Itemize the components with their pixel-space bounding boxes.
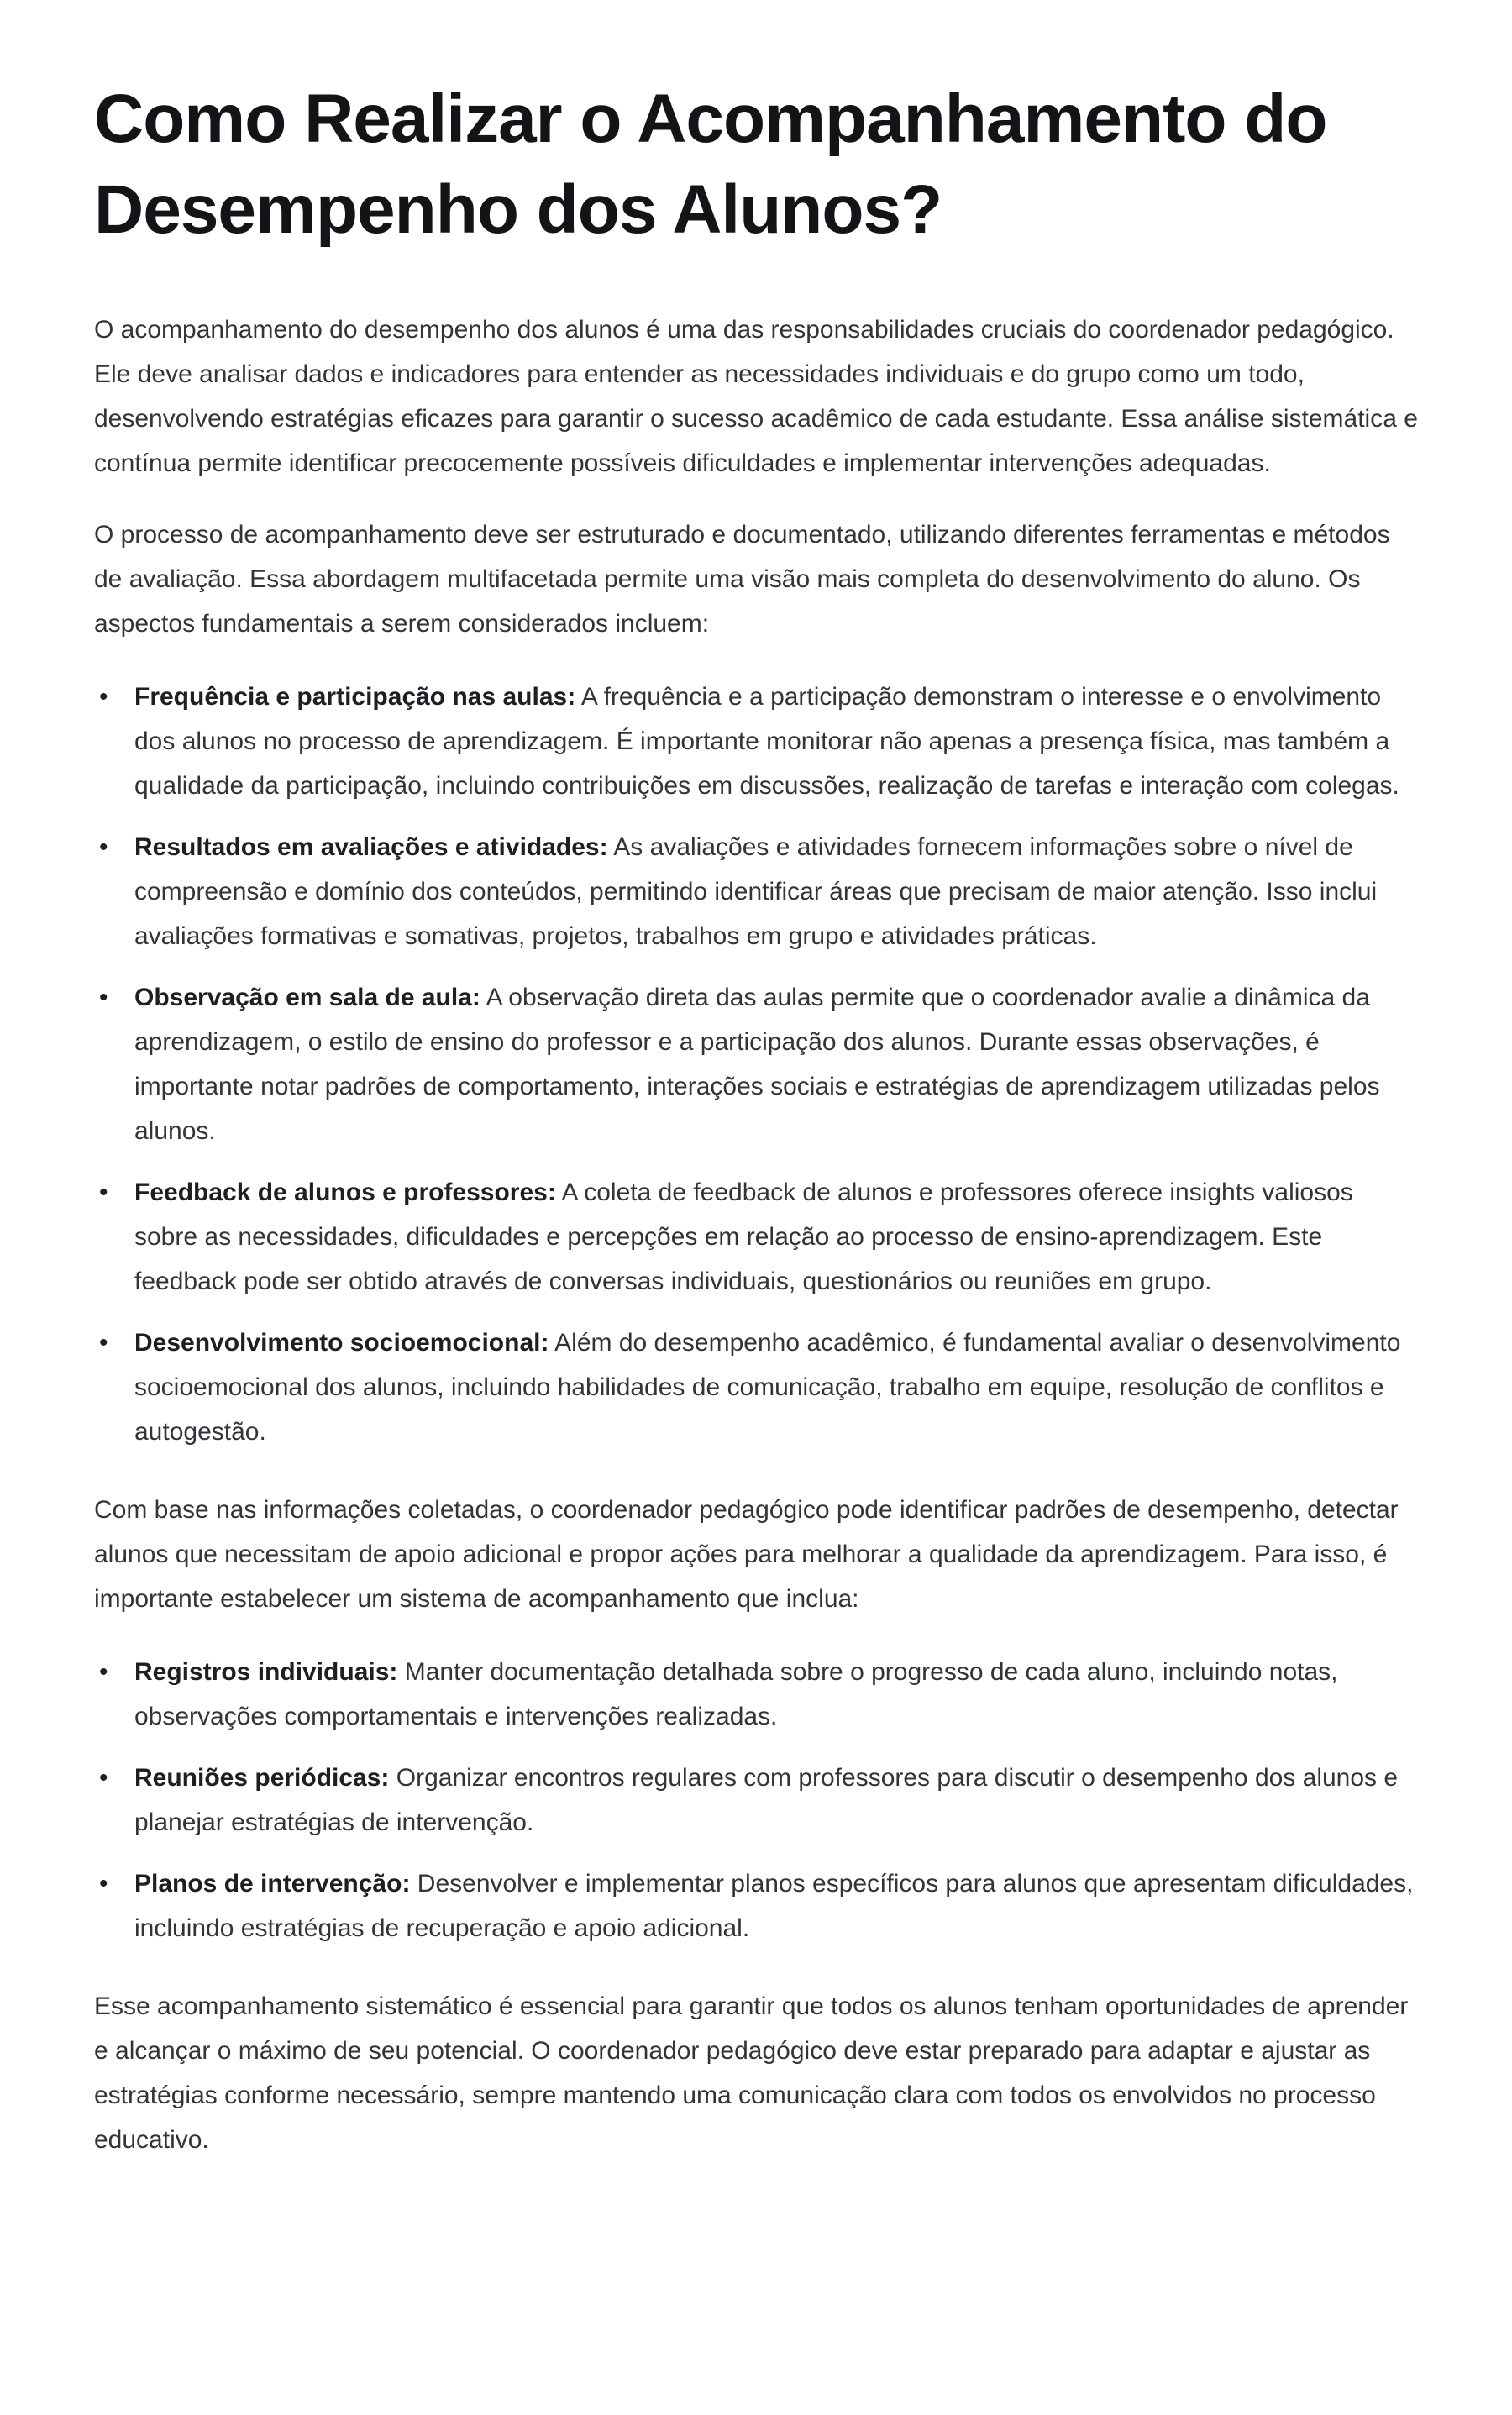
list-item: [94, 825, 1418, 958]
list-item: [94, 975, 1418, 1153]
process-paragraph: O processo de acompanhamento deve ser estruturado e documentado, utilizando diferentes ferramentas e métodos de avaliação. Essa abordagem multifacetada permite uma visão mais completa do desenvolvimento do aluno. Os aspectos fundamentais a serem considerados incluem:: [94, 521, 1390, 638]
list-item: [94, 1320, 1418, 1454]
list-item: [94, 1861, 1418, 1950]
list-item-label: Planos de intervenção:: [134, 1870, 411, 1898]
list-item-text: As avaliações e atividades fornecem informações sobre o nível de compreensão e domínio dos conteúdos, permitindo identificar áreas que precisam de maior atenção. Isso inclui avaliações formativas e somativas, projetos, trabalhos em grupo e atividades práticas.: [134, 833, 1378, 951]
list-item-text: A coleta de feedback de alunos e professores oferece insights valiosos sobre as necessidades, dificuldades e percepções em relação ao processo de ensino-aprendizagem. Este feedback pode ser obtido através de conversas individuais, questionários ou reuniões em grupo.: [134, 1179, 1353, 1296]
closing-paragraph: Esse acompanhamento sistemático é essencial para garantir que todos os alunos tenham oportunidades de aprender e alcançar o máximo de seu potencial. O coordenador pedagógico deve estar preparado para adaptar e ajustar as estratégias conforme necessário, sempre mantendo uma comunicação clara com todos os envolvidos no processo educativo.: [94, 1992, 1409, 2155]
list-item-label: Frequência e participação nas aulas:: [134, 683, 576, 711]
list-item-label: Reuniões periódicas:: [134, 1764, 390, 1793]
list-item: [94, 1756, 1418, 1845]
assessment-aspects-list: [94, 675, 1418, 1454]
list-item-label: Desenvolvimento socioemocional:: [134, 1329, 549, 1357]
list-item-label: Resultados em avaliações e atividades:: [134, 833, 608, 862]
list-item: [94, 1650, 1418, 1739]
intro-paragraph: O acompanhamento do desempenho dos alunos é uma das responsabilidades cruciais do coordenador pedagógico. Ele deve analisar dados e indicadores para entender as necessidades individuais e do grupo como um todo, desenvolvendo estratégias eficazes para garantir o sucesso acadêmico de cada estudante. Essa análise sistemática e contínua permite identificar precocemente possíveis dificuldades e implementar intervenções adequadas.: [94, 316, 1418, 478]
list-item-text: Além do desempenho acadêmico, é fundamental avaliar o desenvolvimento socioemocional dos alunos, incluindo habilidades de comunicação, trabalho em equipe, resolução de conflitos e autogestão.: [134, 1329, 1401, 1446]
list-item-label: Registros individuais:: [134, 1658, 398, 1687]
list-item-text: A observação direta das aulas permite que o coordenador avalie a dinâmica da aprendizagem, o estilo de ensino do professor e a participação dos alunos. Durante essas observações, é importante notar padrões de comportamento, interações sociais e estratégias de aprendizagem utilizadas pelos alunos.: [134, 984, 1380, 1146]
list-item: [94, 675, 1418, 808]
list-item-text: Manter documentação detalhada sobre o progresso de cada aluno, incluindo notas, observações comportamentais e intervenções realizadas.: [134, 1658, 1338, 1731]
list-item-label: Feedback de alunos e professores:: [134, 1179, 556, 1207]
list-item: [94, 1170, 1418, 1304]
follow-up-system-list: [94, 1650, 1418, 1950]
list-item-text: A frequência e a participação demonstram o interesse e o envolvimento dos alunos no processo de aprendizagem. É importante monitorar não apenas a presença física, mas também a qualidade da participação, incluindo contribuições em discussões, realização de tarefas e interação com colegas.: [134, 683, 1399, 801]
list-item-text: Organizar encontros regulares com professores para discutir o desempenho dos alunos e planejar estratégias de intervenção.: [134, 1764, 1399, 1837]
list-item-text: Desenvolver e implementar planos específicos para alunos que apresentam dificuldades, incluindo estratégias de recuperação e apoio adicional.: [134, 1870, 1414, 1943]
page-title: Como Realizar o Acompanhamento do Desempenho dos Alunos?: [94, 81, 1327, 249]
list-item-label: Observação em sala de aula:: [134, 984, 480, 1012]
analysis-paragraph: Com base nas informações coletadas, o coordenador pedagógico pode identificar padrões de desempenho, detectar alunos que necessitam de apoio adicional e propor ações para melhorar a qualidade da aprendizagem. Para isso, é importante estabelecer um sistema de acompanhamento que inclua:: [94, 1496, 1399, 1614]
